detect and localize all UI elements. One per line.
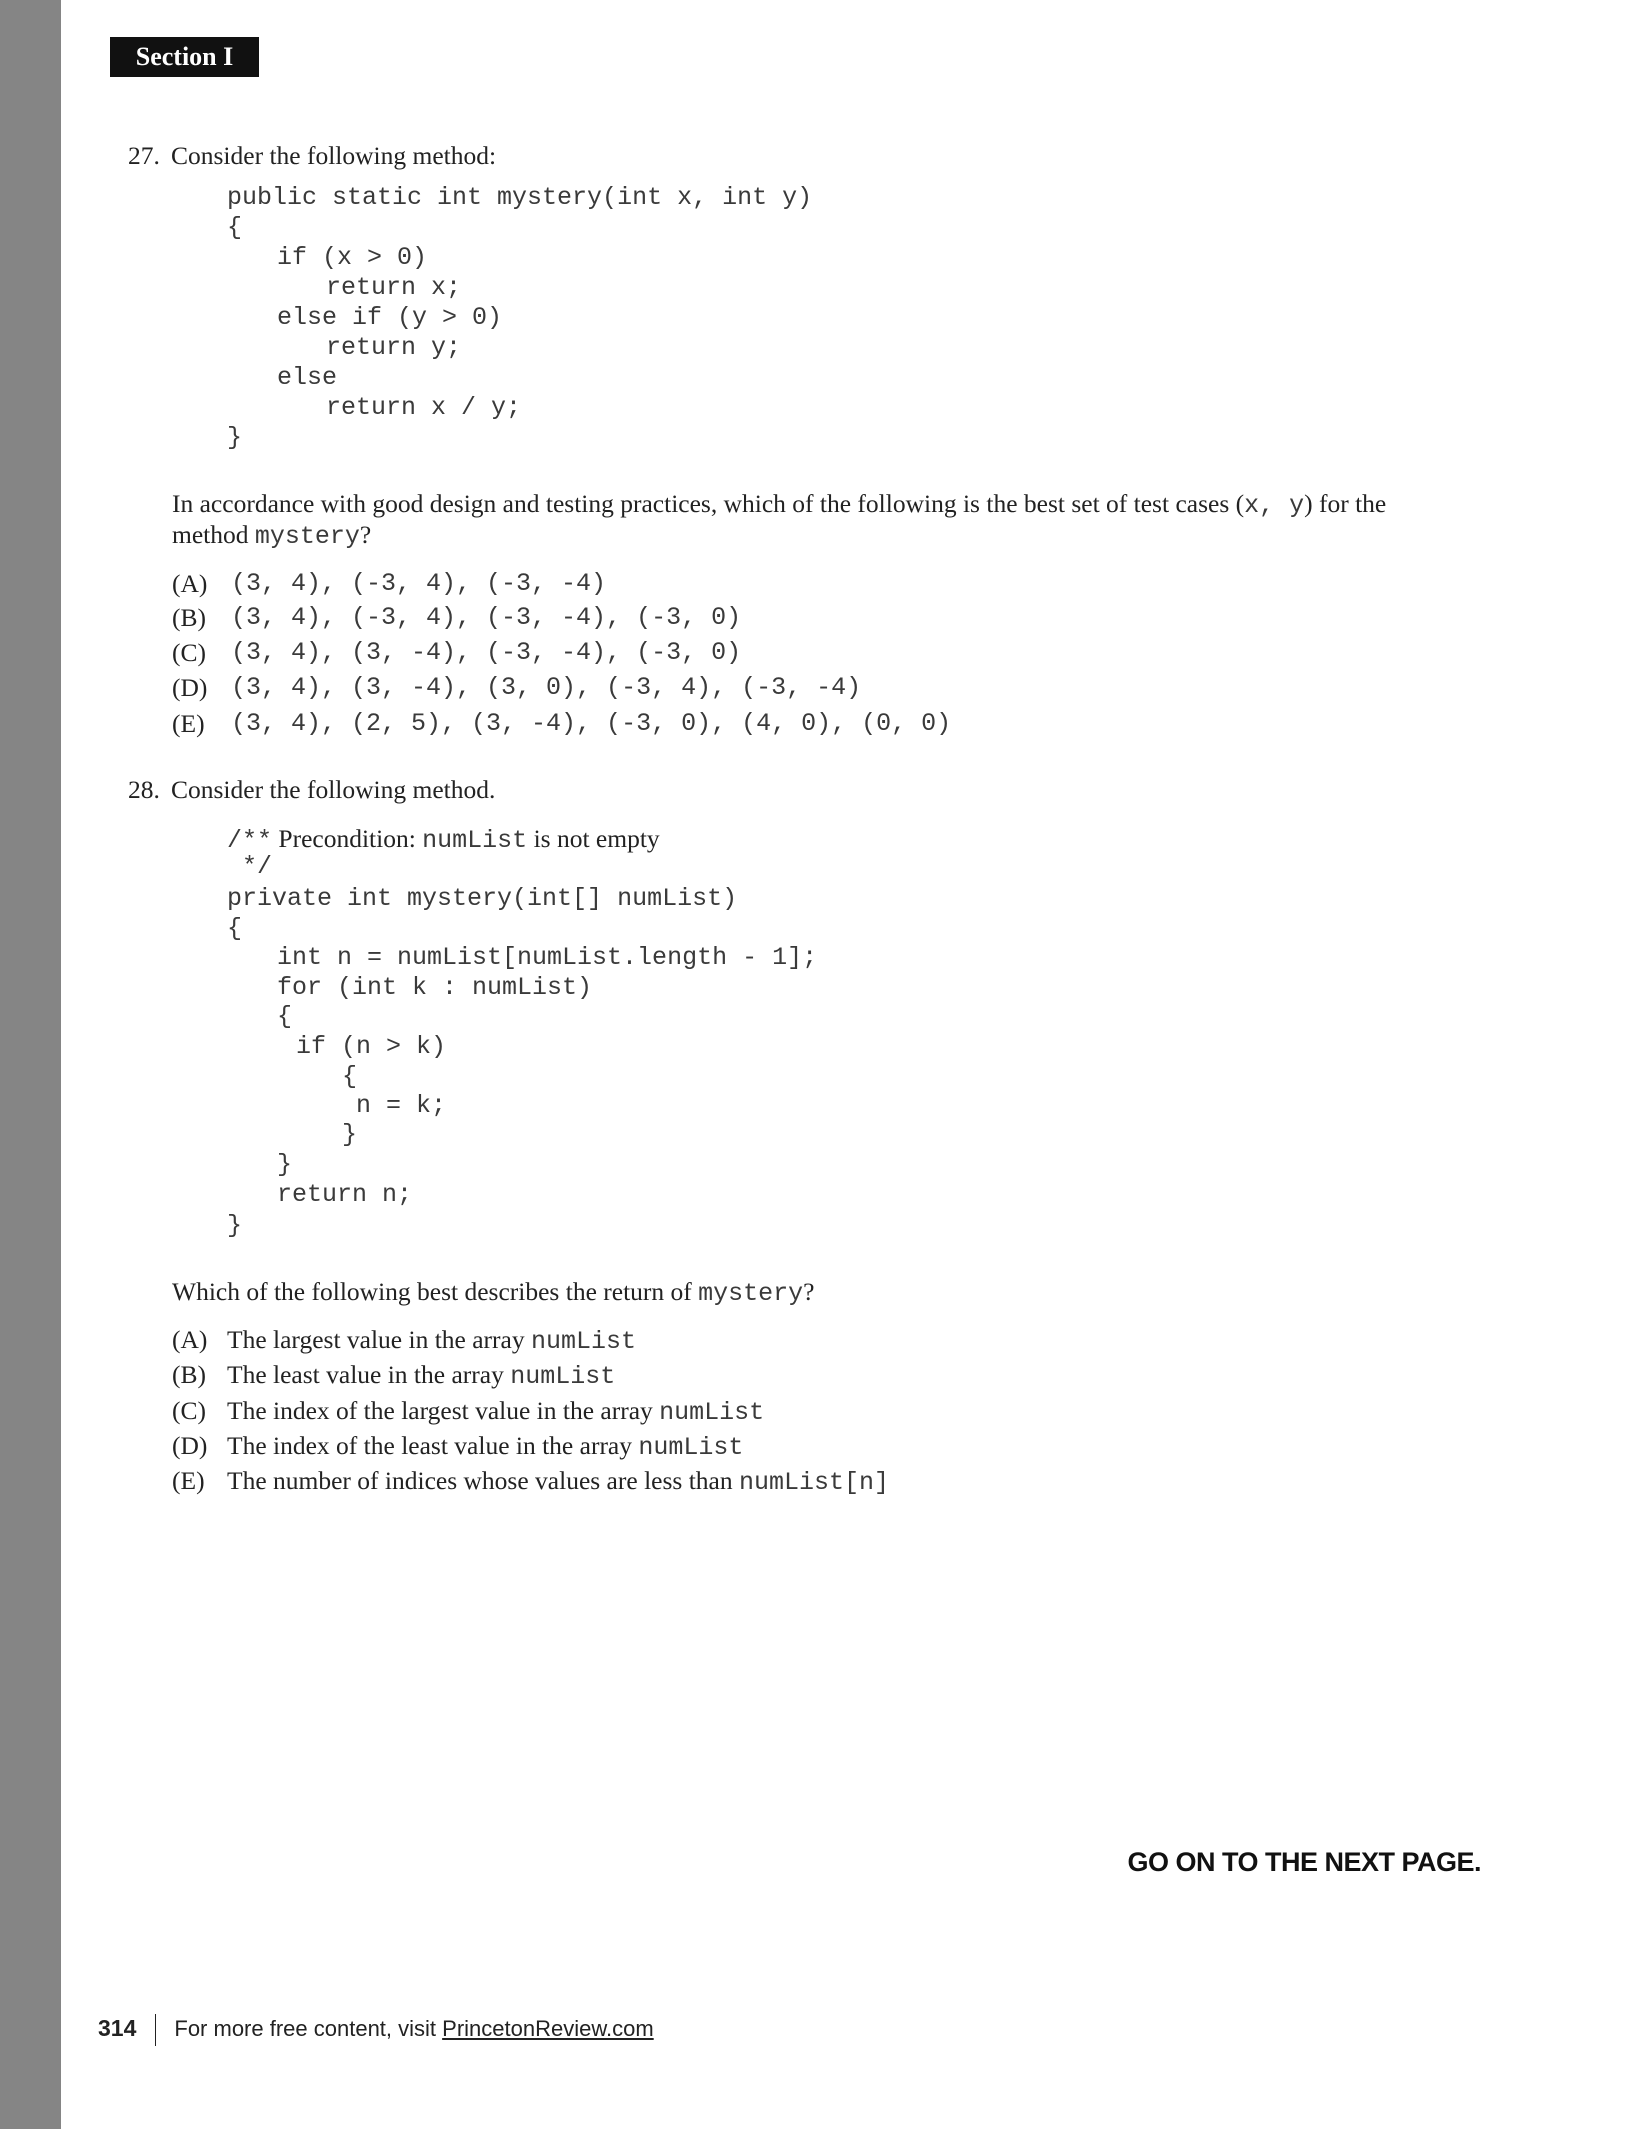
option-text: (3, 4), (2, 5), (3, -4), (-3, 0), (4, 0), (0, 0) xyxy=(231,709,952,738)
code-line: if (x > 0) xyxy=(277,243,428,272)
inline-code: numList xyxy=(530,1327,637,1356)
code-line: int n = numList[numList.length - 1]; xyxy=(277,943,818,972)
code-line: } xyxy=(277,1150,293,1179)
option-text: (3, 4), (3, -4), (-3, -4), (-3, 0) xyxy=(231,638,742,667)
option-text: The number of indices whose values are less than xyxy=(227,1466,739,1495)
inline-code: mystery xyxy=(254,522,360,551)
code-comment xyxy=(227,824,660,854)
text: Precondition: xyxy=(272,824,423,853)
inline-code: x, y xyxy=(1244,491,1305,520)
option-d[interactable] xyxy=(172,1431,744,1462)
text: method xyxy=(172,520,255,549)
code-line: else if (y > 0) xyxy=(277,303,503,332)
text: In accordance with good design and testing practices, which of the following is the best set of test cases ( xyxy=(172,489,1245,518)
code-line: { xyxy=(277,1002,293,1031)
text: ) for the xyxy=(1304,489,1387,518)
option-text: (3, 4), (3, -4), (3, 0), (-3, 4), (-3, -4) xyxy=(231,673,862,702)
option-label: (A) xyxy=(172,569,208,598)
option-label: (D) xyxy=(172,673,208,702)
code-line: return x / y; xyxy=(326,393,522,422)
code-line: { xyxy=(227,213,243,242)
code-line: public static int mystery(int x, int y) xyxy=(227,183,813,212)
option-label: (B) xyxy=(172,603,206,632)
code-line: } xyxy=(342,1120,358,1149)
question-text xyxy=(172,520,371,550)
option-label: (A) xyxy=(172,1325,208,1354)
code-line: return x; xyxy=(326,273,462,302)
option-e[interactable] xyxy=(172,709,952,739)
code-line: } xyxy=(227,423,243,452)
footer-divider xyxy=(155,2014,156,2046)
code-line: return y; xyxy=(326,333,462,362)
text: ? xyxy=(359,520,372,549)
code-line: return n; xyxy=(277,1180,413,1209)
section-badge: Section I xyxy=(110,37,259,77)
option-e[interactable] xyxy=(172,1466,889,1497)
option-text: The index of the largest value in the array xyxy=(227,1396,660,1425)
option-label: (C) xyxy=(172,638,206,667)
question-number: 27. xyxy=(128,141,160,170)
comment-close: */ xyxy=(242,852,273,881)
page-number: 314 xyxy=(98,2015,137,2041)
option-label: (B) xyxy=(172,1360,206,1389)
option-a[interactable] xyxy=(172,1325,637,1356)
comment-open: /** xyxy=(227,826,273,855)
option-text: The least value in the array xyxy=(227,1360,511,1389)
question-text xyxy=(172,489,1386,519)
inline-code: numList xyxy=(422,826,528,855)
code-line: private int mystery(int[] numList) xyxy=(227,884,738,913)
text: is not empty xyxy=(527,824,660,853)
text: Which of the following best describes the return of xyxy=(172,1277,699,1306)
inline-code: numList xyxy=(638,1433,744,1462)
inline-code: numList xyxy=(659,1398,765,1427)
option-b[interactable] xyxy=(172,1360,616,1391)
code-line: for (int k : numList) xyxy=(277,973,593,1002)
question-prompt: Consider the following method: xyxy=(171,141,497,170)
question-text xyxy=(172,1277,815,1307)
code-line: { xyxy=(227,914,243,943)
option-label: (C) xyxy=(172,1396,206,1425)
inline-code: numList[n] xyxy=(738,1468,889,1497)
option-label: (E) xyxy=(172,709,205,738)
code-line: else xyxy=(277,363,338,392)
page-footer xyxy=(98,2012,654,2044)
code-line: { xyxy=(342,1062,358,1091)
question-prompt: Consider the following method. xyxy=(171,775,496,804)
option-text: The largest value in the array xyxy=(227,1325,531,1354)
promo-text: For more free content, visit xyxy=(174,2016,443,2041)
text: ? xyxy=(803,1277,815,1306)
option-c[interactable] xyxy=(172,638,742,668)
option-text: (3, 4), (-3, 4), (-3, -4), (-3, 0) xyxy=(231,603,742,632)
go-on-notice: GO ON TO THE NEXT PAGE. xyxy=(1127,1847,1481,1877)
code-line: if (n > k) xyxy=(296,1032,447,1061)
option-label: (E) xyxy=(172,1466,205,1495)
option-b[interactable] xyxy=(172,603,742,633)
question-number: 28. xyxy=(128,775,160,804)
inline-code: numList xyxy=(510,1362,616,1391)
option-text: The index of the least value in the array xyxy=(227,1431,639,1460)
option-label: (D) xyxy=(172,1431,208,1460)
inline-code: mystery xyxy=(698,1279,804,1308)
code-line: n = k; xyxy=(356,1091,447,1120)
princeton-review-link[interactable]: PrincetonReview.com xyxy=(442,2016,654,2041)
option-d[interactable] xyxy=(172,673,862,703)
page-gutter xyxy=(0,0,61,2129)
option-c[interactable] xyxy=(172,1396,765,1427)
code-line: } xyxy=(227,1211,243,1240)
option-a[interactable] xyxy=(172,569,607,599)
option-text: (3, 4), (-3, 4), (-3, -4) xyxy=(231,569,607,598)
